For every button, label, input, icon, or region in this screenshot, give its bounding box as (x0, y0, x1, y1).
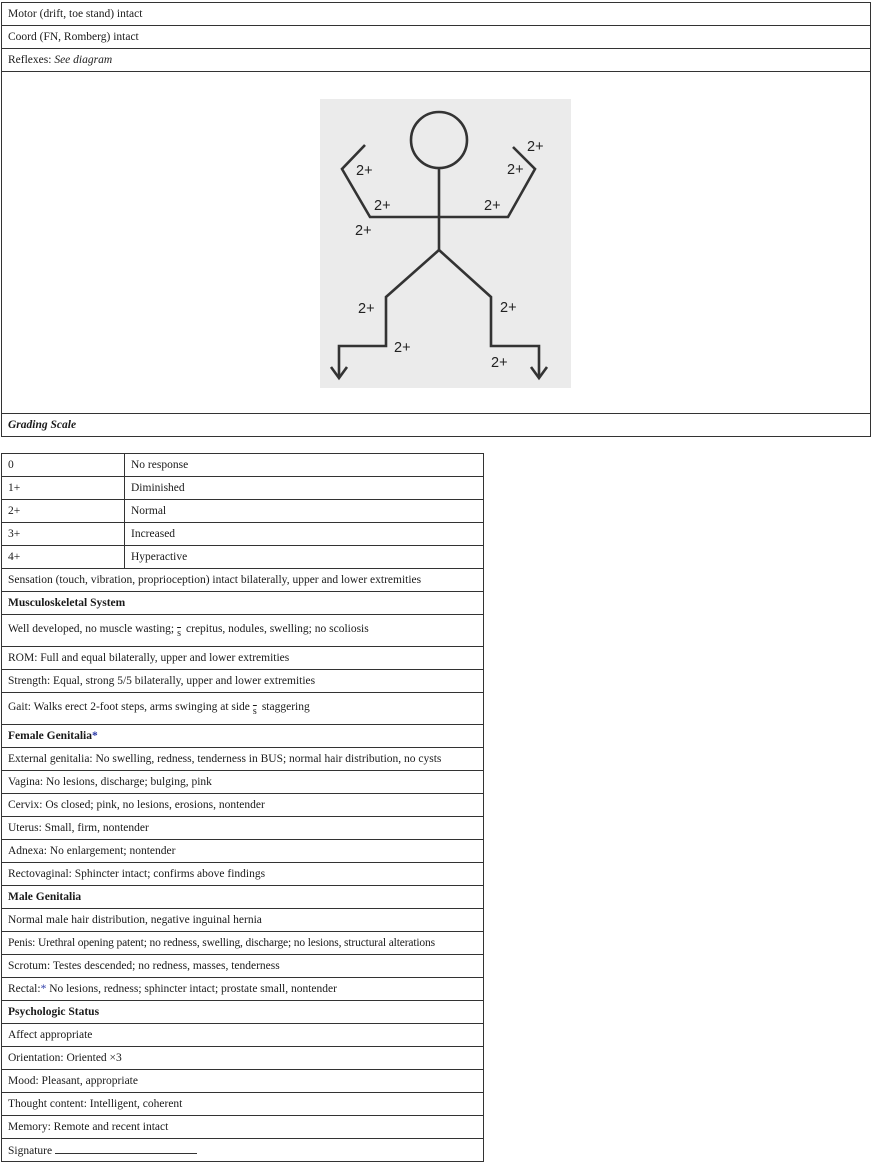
grading-row (2, 477, 484, 500)
table-row (2, 978, 484, 1001)
reflex-label-achilles-right: 2+ (394, 340, 411, 356)
reflexes-label: Reflexes: (8, 54, 55, 66)
reflex-label-patellar-right: 2+ (358, 301, 375, 317)
grading-row (2, 500, 484, 523)
male-hair-cell: Normal male hair distribution, negative inguinal hernia (2, 909, 484, 932)
grading-scale-title: Grading Scale (2, 414, 871, 437)
reflex-label-brachioradialis-left: 2+ (484, 198, 501, 214)
table-row (2, 1001, 484, 1024)
external-genitalia-cell: External genitalia: No swelling, redness, tenderness in BUS; normal hair distribution, no cysts (2, 748, 484, 771)
table-row (2, 670, 484, 693)
gait-cell (2, 693, 484, 725)
male-genitalia-heading: Male Genitalia (2, 886, 484, 909)
gait-text-b: staggering (261, 700, 310, 713)
adnexa-cell: Adnexa: No enlargement; nontender (2, 840, 484, 863)
female-genitalia-heading (2, 725, 484, 748)
signature-line[interactable] (55, 1143, 197, 1154)
grade-description: Hyperactive (125, 546, 484, 569)
reflex-label-biceps-left: 2+ (507, 162, 524, 178)
table-row (2, 725, 484, 748)
grade-value: 1+ (2, 477, 125, 500)
muscle-wasting-text-b: crepitus, nodules, swelling; no scoliosis (186, 622, 369, 635)
reflex-label-triceps-right: 2+ (355, 223, 372, 239)
rectal-cell (2, 978, 484, 1001)
table-row (2, 1024, 484, 1047)
thought-cell: Thought content: Intelligent, coherent (2, 1093, 484, 1116)
mood-cell: Mood: Pleasant, appropriate (2, 1070, 484, 1093)
rectal-label: Rectal: (8, 983, 41, 995)
table-row (2, 909, 484, 932)
reflexes-note: See diagram (54, 54, 113, 66)
coord-cell: Coord (FN, Romberg) intact (2, 26, 871, 49)
grading-row (2, 546, 484, 569)
reflex-diagram (320, 99, 571, 388)
affect-cell: Affect appropriate (2, 1024, 484, 1047)
motor-cell: Motor (drift, toe stand) intact (2, 3, 871, 26)
signature-label: Signature (8, 1145, 55, 1157)
s-bar-symbol: $\overline{s}$ (252, 705, 257, 717)
gait-text-a: Gait: Walks erect 2-foot steps, arms swinging at side (8, 700, 250, 713)
cervix-cell: Cervix: Os closed; pink, no lesions, erosions, nontender (2, 794, 484, 817)
table-row (2, 1047, 484, 1070)
grade-value: 2+ (2, 500, 125, 523)
muscle-wasting-text-a: Well developed, no muscle wasting; (8, 622, 175, 635)
grading-row (2, 523, 484, 546)
reflex-label-achilles-left: 2+ (491, 355, 508, 371)
table-row (2, 647, 484, 670)
table-row (2, 1116, 484, 1139)
female-genitalia-title: Female Genitalia (8, 730, 92, 742)
s-bar-symbol: $\overline{s}$ (177, 627, 182, 639)
grade-value: 0 (2, 454, 125, 477)
rectal-text: No lesions, redness; sphincter intact; prostate small, nontender (46, 983, 337, 995)
table-row (2, 1093, 484, 1116)
table-row (2, 794, 484, 817)
table-row (2, 49, 871, 72)
table-row (2, 886, 484, 909)
memory-cell: Memory: Remote and recent intact (2, 1116, 484, 1139)
uterus-cell: Uterus: Small, firm, nontender (2, 817, 484, 840)
table-row (2, 771, 484, 794)
penis-cell: Penis: Urethral opening patent; no redness, swelling, discharge; no lesions, structural alterations (2, 932, 484, 955)
rectovaginal-cell: Rectovaginal: Sphincter intact; confirms above findings (2, 863, 484, 886)
table-row (2, 26, 871, 49)
table-row (2, 863, 484, 886)
rom-cell: ROM: Full and equal bilaterally, upper and lower extremities (2, 647, 484, 670)
grade-value: 3+ (2, 523, 125, 546)
reflex-label-brachioradialis-right: 2+ (374, 198, 391, 214)
table-row (2, 3, 871, 26)
signature-cell (2, 1139, 484, 1162)
table-row (2, 932, 484, 955)
muscle-wasting-cell (2, 615, 484, 647)
orientation-cell: Orientation: Oriented ×3 (2, 1047, 484, 1070)
grade-description: Increased (125, 523, 484, 546)
table-row (2, 955, 484, 978)
grade-description: Normal (125, 500, 484, 523)
table-row (2, 1139, 484, 1162)
footnote-asterisk[interactable]: * (92, 730, 98, 742)
table-row (2, 615, 484, 647)
exam-findings-table (1, 453, 484, 1162)
table-row (2, 817, 484, 840)
reflex-label-biceps-right: 2+ (356, 163, 373, 179)
sensation-cell: Sensation (touch, vibration, proprioception) intact bilaterally, upper and lower extremities (2, 569, 484, 592)
table-row (2, 592, 484, 615)
grade-description: Diminished (125, 477, 484, 500)
grade-description: No response (125, 454, 484, 477)
table-row (2, 569, 484, 592)
reflex-label-patellar-left: 2+ (500, 300, 517, 316)
musculoskeletal-heading: Musculoskeletal System (2, 592, 484, 615)
reflex-label-biceps-left-upper: 2+ (527, 139, 544, 155)
table-row (2, 1070, 484, 1093)
reflexes-cell (2, 49, 871, 72)
table-row (2, 840, 484, 863)
vagina-cell: Vagina: No lesions, discharge; bulging, pink (2, 771, 484, 794)
stick-figure-svg (320, 99, 571, 388)
scrotum-cell: Scrotum: Testes descended; no redness, masses, tenderness (2, 955, 484, 978)
strength-cell: Strength: Equal, strong 5/5 bilaterally, upper and lower extremities (2, 670, 484, 693)
table-row (2, 748, 484, 771)
footnote-asterisk[interactable]: * (40, 983, 47, 995)
grading-row (2, 454, 484, 477)
table-row (2, 693, 484, 725)
psychologic-heading: Psychologic Status (2, 1001, 484, 1024)
table-row (2, 414, 871, 437)
grade-value: 4+ (2, 546, 125, 569)
